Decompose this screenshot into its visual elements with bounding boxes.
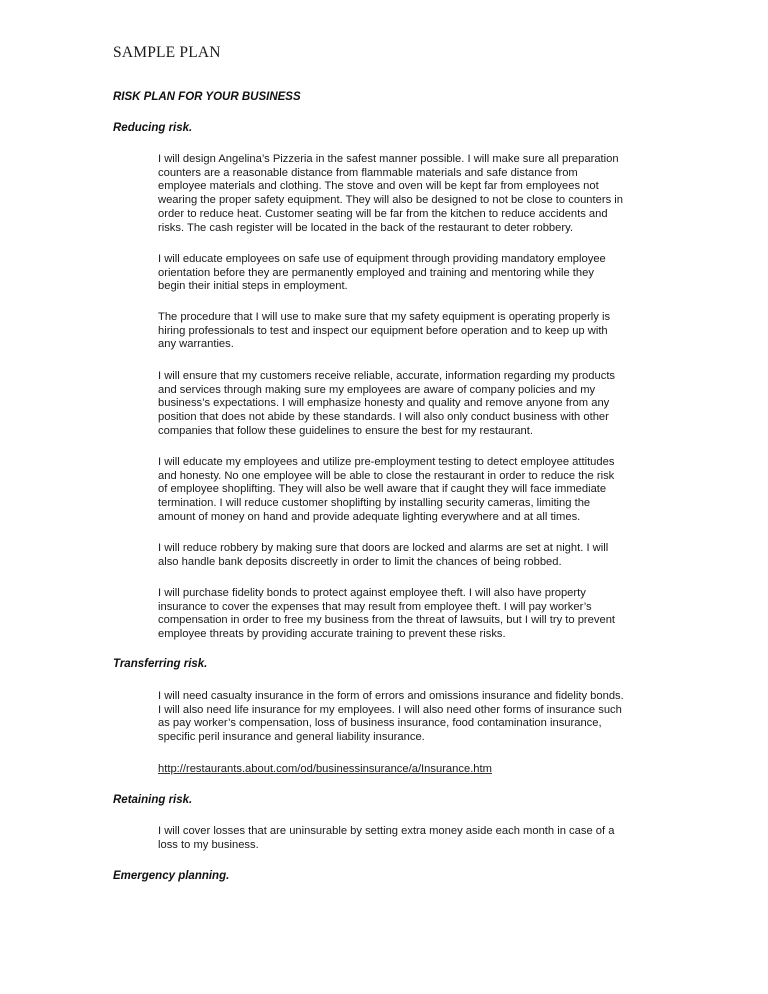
section-heading-retaining-risk: Retaining risk.: [113, 794, 193, 806]
paragraph-uninsurable-losses: [158, 825, 658, 852]
paragraph-line: begin their initial steps in employment.: [158, 280, 348, 293]
paragraph-employee-education: [158, 253, 658, 294]
paragraph-line: I will ensure that my customers receive reliable, accurate, information regarding my products: [158, 370, 616, 382]
paragraph-insurance-needs: [158, 690, 658, 745]
paragraph-equipment-procedure: [158, 311, 658, 352]
section-heading-transferring-risk: Transferring risk.: [113, 658, 208, 670]
paragraph-line: amount of money on hand and provide adequate lighting everywhere and at all times.: [158, 510, 581, 523]
paragraph-customer-information: [158, 370, 658, 439]
document-header: SAMPLE PLAN: [113, 44, 221, 61]
paragraph-line: of employee shoplifting. They will also be well aware that if caught they will face immediate: [158, 483, 607, 496]
paragraph-line: wearing the proper safety equipment. They will also be designed to not be close to counters in: [158, 194, 623, 207]
paragraph-line: compensation in order to free my business from the threat of lawsuits, but I will try to prevent: [158, 614, 616, 627]
paragraph-line: as pay worker’s compensation, loss of business insurance, food contamination insurance,: [158, 717, 602, 730]
paragraph-line: and services through making sure my employees are aware of company policies and my: [158, 383, 596, 396]
paragraph-robbery-prevention: [158, 542, 658, 569]
paragraph-line: employee threats by providing accurate training to prevent these risks.: [158, 628, 506, 641]
paragraph-line: counters are a reasonable distance from flammable materials and safe distance from: [158, 166, 578, 179]
paragraph-facility-design: [158, 153, 658, 235]
paragraph-fidelity-bonds: [158, 587, 658, 642]
paragraph-line: hiring professionals to test and inspect our equipment before operation and to keep up with: [158, 324, 608, 337]
paragraph-line: I will cover losses that are uninsurable by setting extra money aside each month in case of a: [158, 825, 615, 837]
paragraph-line: business’s expectations. I will emphasize honesty and quality and remove anyone from any: [158, 397, 610, 410]
document-title: RISK PLAN FOR YOUR BUSINESS: [113, 91, 301, 103]
paragraph-line: I will educate employees on safe use of equipment through providing mandatory employee: [158, 253, 606, 265]
paragraph-line: any warranties.: [158, 338, 234, 351]
paragraph-line: companies that follow these guidelines to ensure the best for my restaurant.: [158, 424, 533, 437]
paragraph-line: loss to my business.: [158, 838, 259, 851]
paragraph-line: orientation before they are permanently employed and training and mentoring while they: [158, 266, 594, 279]
paragraph-line: I will purchase fidelity bonds to protect against employee theft. I will also have property: [158, 587, 586, 599]
paragraph-line: termination. I will reduce customer shoplifting by installing security cameras, limiting the: [158, 497, 591, 510]
paragraph-line: The procedure that I will use to make sure that my safety equipment is operating properly is: [158, 311, 611, 323]
paragraph-line: risks. The cash register will be located in the back of the restaurant to deter robbery.: [158, 221, 573, 234]
paragraph-line: I will educate my employees and utilize pre-employment testing to detect employee attitudes: [158, 456, 615, 468]
paragraph-line: order to reduce heat. Customer seating will be far from the kitchen to reduce accidents and: [158, 207, 608, 220]
paragraph-line: specific peril insurance and general liability insurance.: [158, 731, 425, 744]
paragraph-line: employee materials and clothing. The stove and oven will be kept far from employees not: [158, 180, 599, 193]
paragraph-shoplifting-prevention: [158, 456, 658, 525]
paragraph-line: I will need casualty insurance in the form of errors and omissions insurance and fidelity bonds.: [158, 690, 624, 702]
section-heading-reducing-risk: Reducing risk.: [113, 122, 193, 134]
paragraph-line: I will reduce robbery by making sure that doors are locked and alarms are set at night. I will: [158, 542, 609, 554]
paragraph-line: and honesty. No one employee will be able to close the restaurant in order to reduce the risk: [158, 469, 615, 482]
paragraph-line: also handle bank deposits discreetly in order to limit the chances of being robbed.: [158, 555, 562, 568]
insurance-reference-link[interactable]: http://restaurants.about.com/od/businessinsurance/a/Insurance.htm: [158, 763, 492, 775]
paragraph-line: I will also need life insurance for my employees. I will also need other forms of insurance such: [158, 703, 622, 716]
section-heading-emergency-planning: Emergency planning.: [113, 870, 230, 882]
paragraph-line: insurance to cover the expenses that may result from employee theft. I will pay worker’s: [158, 600, 592, 613]
paragraph-line: I will design Angelina’s Pizzeria in the safest manner possible. I will make sure all preparation: [158, 153, 619, 165]
paragraph-line: position that does not abide by these standards. I will also only conduct business with other: [158, 411, 609, 424]
